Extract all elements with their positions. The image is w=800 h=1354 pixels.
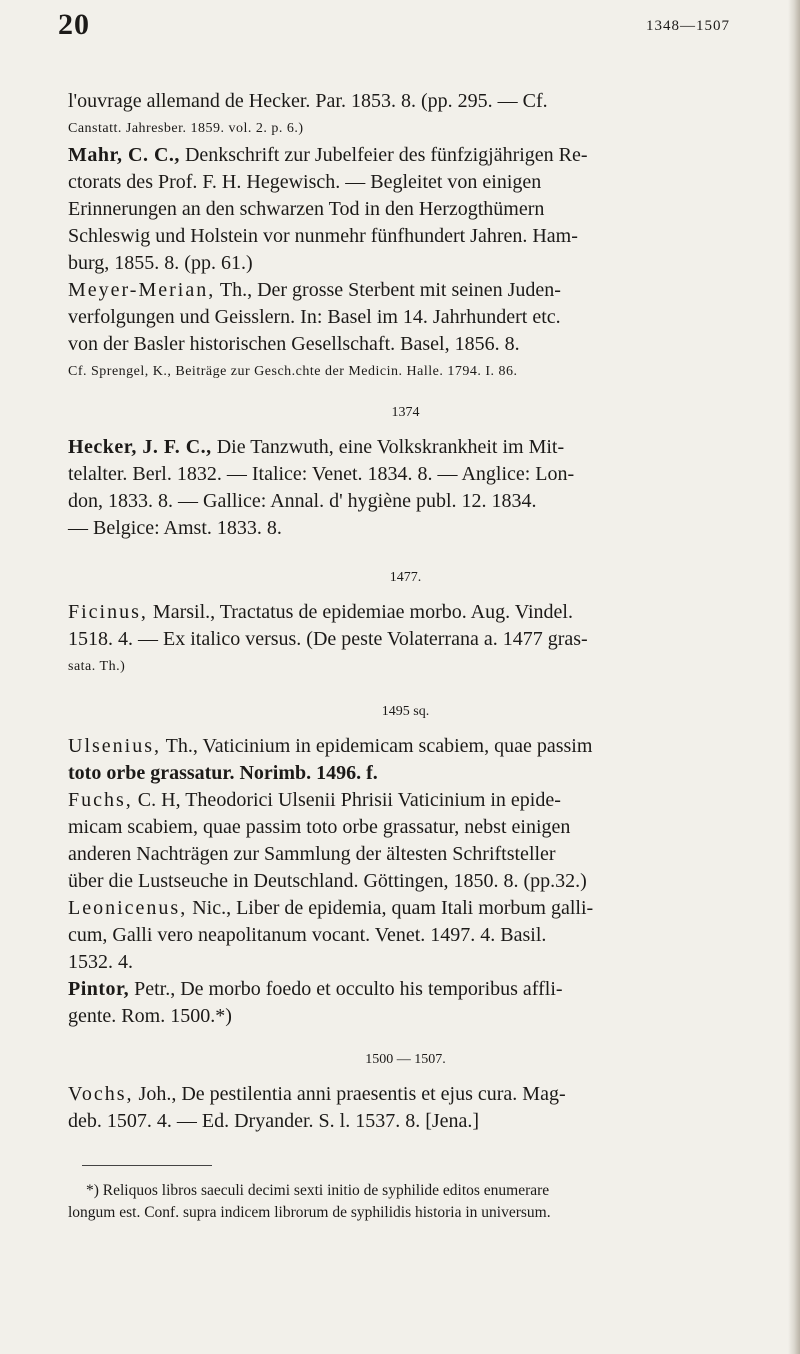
entry-text: Die Tanzwuth, eine Volkskrankheit im Mit- — [216, 436, 565, 458]
entry-pintor — [68, 976, 743, 1030]
entry-line: cum, Galli vero neapolitanum vocant. Venet. 1497. 4. Basil. — [68, 924, 547, 946]
entry-line: Cf. Sprengel, K., Beiträge zur Gesch.chte der Medicin. Halle. 1794. I. 86. — [68, 364, 518, 379]
entry-line: deb. 1507. 4. — Ed. Dryander. S. l. 1537. 8. [Jena.] — [68, 1110, 480, 1132]
entry-author: Vochs, — [68, 1083, 134, 1105]
page-edge — [788, 0, 800, 1354]
entry-line — [68, 895, 743, 922]
entry-line: gente. Rom. 1500.*) — [68, 1005, 232, 1027]
year-range: 1348—1507 — [646, 18, 730, 34]
entry-line — [68, 1081, 743, 1108]
entry-line: 1518. 4. — Ex italico versus. (De peste Volaterrana a. 1477 gras- — [68, 628, 588, 650]
entry-line: — Belgice: Amst. 1833. 8. — [68, 517, 282, 539]
entry-line: sata. Th.) — [68, 659, 126, 674]
year-heading-1500: 1500 — 1507. — [365, 1052, 446, 1067]
entry-fuchs — [68, 787, 743, 895]
entry-line: verfolgungen und Geisslern. In: Basel im 14. Jahrhundert etc. — [68, 306, 561, 328]
entry-line: von der Basler historischen Gesellschaft. Basel, 1856. 8. — [68, 333, 520, 355]
entry-line: ctorats des Prof. F. H. Hegewisch. — Begleitet von einigen — [68, 171, 542, 193]
entry-mahr — [68, 142, 743, 277]
entry-line — [68, 434, 743, 461]
entry-author: Pintor, — [68, 978, 130, 1000]
footnote — [68, 1180, 743, 1224]
entry-line: telalter. Berl. 1832. — Italice: Venet. 1834. 8. — Anglice: Lon- — [68, 463, 575, 485]
entry-hecker — [68, 434, 743, 542]
entry-line — [68, 787, 743, 814]
entry-line: micam scabiem, quae passim toto orbe grassatur, nebst einigen — [68, 816, 571, 838]
entry-author: Meyer-Merian, — [68, 279, 216, 301]
entry-line: anderen Nachträgen zur Sammlung der ältesten Schriftsteller — [68, 843, 556, 865]
entry-author: Ulsenius, — [68, 735, 161, 757]
entry-ficinus — [68, 599, 743, 680]
entry-leonicenus — [68, 895, 743, 976]
entry-text: Denkschrift zur Jubelfeier des fünfzigjährigen Re- — [184, 144, 588, 166]
entry-vochs — [68, 1081, 743, 1135]
entry-line: 1532. 4. — [68, 951, 133, 973]
page-header — [58, 6, 730, 46]
entry-ulsenius — [68, 733, 743, 787]
footnote-line: longum est. Conf. supra indicem librorum de syphilidis historia in universum. — [68, 1204, 551, 1221]
footnote-rule — [82, 1165, 212, 1166]
entry-meyer-merian — [68, 277, 743, 385]
page-number: 20 — [58, 8, 90, 41]
entry-line: toto orbe grassatur. Norimb. 1496. f. — [68, 762, 378, 784]
entry-author: Hecker, J. F. C., — [68, 436, 212, 458]
entry-line — [68, 733, 743, 760]
footnote-line: *) Reliquos libros saeculi decimi sexti initio de syphilide editos enumerare — [86, 1182, 550, 1199]
year-heading-1477: 1477. — [389, 570, 422, 585]
entry-author: Leonicenus, — [68, 897, 188, 919]
entry-author: Mahr, C. C., — [68, 144, 180, 166]
entry-text: Petr., De morbo foedo et occulto his temporibus affli- — [134, 978, 563, 1000]
entry-line — [68, 277, 743, 304]
entry-line: Canstatt. Jahresber. 1859. vol. 2. p. 6.) — [68, 121, 304, 136]
entry-line: über die Lustseuche in Deutschland. Göttingen, 1850. 8. (pp.32.) — [68, 870, 587, 892]
entry-line — [68, 142, 743, 169]
entry-line: l'ouvrage allemand de Hecker. Par. 1853. 8. (pp. 295. — Cf. — [68, 90, 548, 112]
entry-text: C. H, Theodorici Ulsenii Phrisii Vaticinium in epide- — [137, 789, 561, 811]
entry-text: Th., Der grosse Sterbent mit seinen Juden- — [219, 279, 561, 301]
year-heading-1495: 1495 sq. — [381, 704, 430, 719]
entry-line — [68, 976, 743, 1003]
entry-text: Th., Vaticinium in epidemicam scabiem, quae passim — [165, 735, 593, 757]
entry-line: Schleswig und Holstein vor nunmehr fünfhundert Jahren. Ham- — [68, 225, 578, 247]
entry-author: Ficinus, — [68, 601, 148, 623]
entry-line: Erinnerungen an den schwarzen Tod in den Herzogthümern — [68, 198, 545, 220]
entry-continuation — [68, 88, 743, 142]
entry-text: Marsil., Tractatus de epidemiae morbo. Aug. Vindel. — [152, 601, 573, 623]
entry-text: Joh., De pestilentia anni praesentis et ejus cura. Mag- — [138, 1083, 566, 1105]
entry-author: Fuchs, — [68, 789, 133, 811]
entry-line: don, 1833. 8. — Gallice: Annal. d' hygiène publ. 12. 1834. — [68, 490, 537, 512]
page-content — [68, 88, 743, 1224]
year-heading-1374: 1374 — [391, 405, 420, 420]
entry-line — [68, 599, 743, 626]
entry-line: burg, 1855. 8. (pp. 61.) — [68, 252, 253, 274]
entry-text: Nic., Liber de epidemia, quam Itali morbum galli- — [192, 897, 594, 919]
